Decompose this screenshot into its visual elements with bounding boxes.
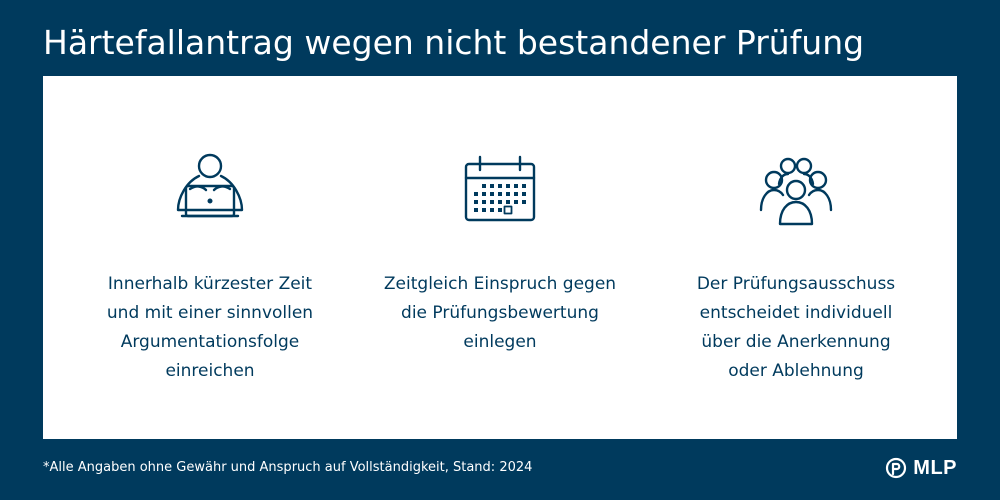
step-3-line: oder Ablehnung — [728, 361, 864, 381]
step-1-line: Innerhalb kürzester Zeit — [107, 274, 313, 294]
step-1-line: und mit einer sinnvollen — [106, 303, 314, 323]
step-3-line: über die Anerkennung — [701, 332, 891, 352]
step-1-line: einreichen — [165, 361, 255, 381]
brand-name: MLP — [913, 456, 957, 479]
step-2-text — [360, 270, 640, 357]
group-of-people-icon — [758, 152, 834, 228]
step-1-line: Argumentationsfolge — [120, 332, 300, 352]
step-3-line: entscheidet individuell — [699, 303, 893, 323]
mlp-logo — [885, 455, 957, 481]
page-title: Härtefallantrag wegen nicht bestandener Prüfung — [43, 23, 865, 62]
step-3-line: Der Prüfungsausschuss — [696, 274, 896, 294]
step-2-line: die Prüfungsbewertung — [401, 303, 599, 323]
step-3-text — [656, 270, 936, 386]
step-2-line: Zeitgleich Einspruch gegen — [383, 274, 617, 294]
content-panel — [43, 76, 957, 439]
mlp-logo-mark-icon — [885, 457, 907, 479]
person-at-laptop-icon — [172, 152, 248, 228]
step-1-text — [70, 270, 350, 386]
calendar-icon — [462, 152, 538, 228]
step-2-line: einlegen — [463, 332, 537, 352]
footnote: *Alle Angaben ohne Gewähr und Anspruch auf Vollständigkeit, Stand: 2024 — [43, 460, 533, 475]
